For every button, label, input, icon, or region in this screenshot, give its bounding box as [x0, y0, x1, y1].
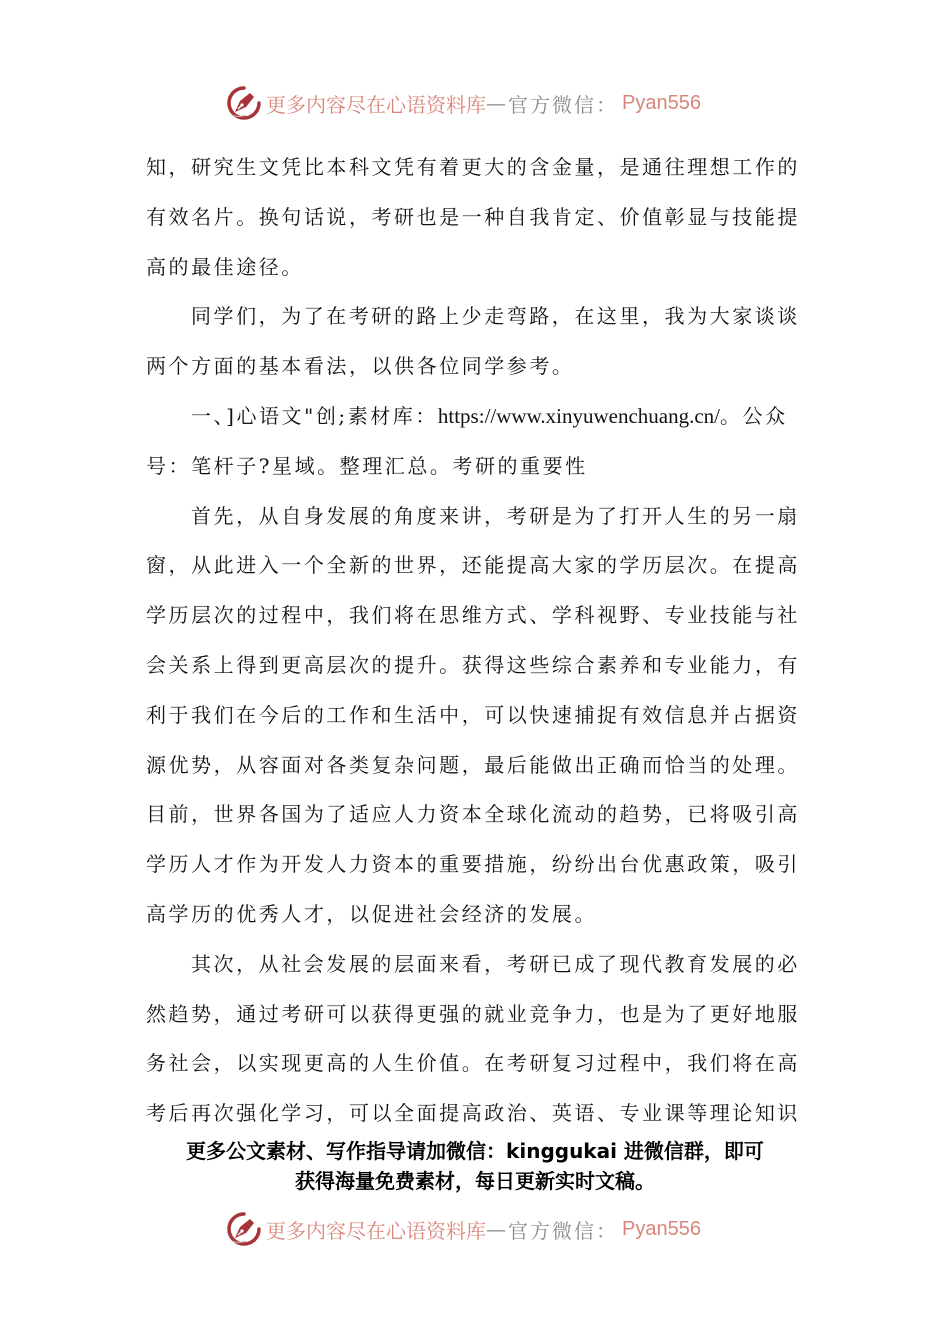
- text-segment: 一、]心语文"创;素材库：: [191, 403, 438, 428]
- text-line: 然趋势，通过考研可以获得更强的就业竞争力，也是为了更好地服: [146, 1001, 800, 1026]
- promo-line-2: 获得海量免费素材，每日更新实时文稿。: [295, 1169, 655, 1193]
- text-line-with-url: [146, 392, 808, 442]
- pen-nib-logo-icon: [226, 85, 262, 121]
- watermark-wechat-label: 官方微信：: [508, 92, 618, 117]
- promo-banner: [140, 1136, 810, 1196]
- watermark-brand-text: 更多内容尽在心语资料库: [266, 1218, 486, 1243]
- text-line: 知，研究生文凭比本科文凭有着更大的含金量，是通往理想工作的: [146, 155, 800, 179]
- watermark-wechat-id: Pyan556: [622, 1217, 701, 1240]
- watermark-separator: —: [486, 1217, 508, 1241]
- text-line: 会关系上得到更高层次的提升。获得这些综合素养和专业能力，有: [146, 652, 800, 677]
- watermark-wechat-id: Pyan556: [622, 91, 701, 114]
- text-line: 高学历的优秀人才，以促进社会经济的发展。: [146, 901, 597, 926]
- text-line: 学历层次的过程中，我们将在思维方式、学科视野、专业技能与社: [146, 603, 800, 628]
- document-body: [146, 143, 808, 1139]
- promo-line-1: 更多公文素材、写作指导请加微信：kinggukai 进微信群，即可: [186, 1139, 764, 1163]
- text-line: 目前，世界各国为了适应人力资本全球化流动的趋势，已将吸引高: [146, 802, 800, 827]
- text-line: 学历人才作为开发人力资本的重要措施，纷纷出台优惠政策，吸引: [146, 852, 800, 877]
- text-line: 有效名片。换句话说，考研也是一种自我肯定、价值彰显与技能提: [146, 204, 800, 229]
- text-line: 务社会，以实现更高的人生价值。在考研复习过程中，我们将在高: [146, 1051, 800, 1076]
- text-line: 考后再次强化学习，可以全面提高政治、英语、专业课等理论知识: [146, 1101, 800, 1126]
- watermark-brand-text: 更多内容尽在心语资料库: [266, 92, 486, 117]
- footer-watermark: [226, 1209, 701, 1249]
- website-url: https://www.xinyuwenchuang.cn/: [437, 403, 720, 428]
- text-line: 利于我们在今后的工作和生活中，可以快速捕捉有效信息并占据资: [146, 702, 800, 727]
- text-segment: 。公众: [720, 403, 788, 428]
- text-line: 两个方面的基本看法，以供各位同学参考。: [146, 354, 575, 379]
- pen-nib-logo-icon: [226, 1211, 262, 1247]
- text-line: 高的最佳途径。: [146, 254, 304, 279]
- text-line: 源优势，从容面对各类复杂问题，最后能做出正确而恰当的处理。: [146, 752, 800, 777]
- watermark-wechat-label: 官方微信：: [508, 1218, 618, 1243]
- text-line: 其次，从社会发展的层面来看，考研已成了现代教育发展的必: [191, 951, 800, 976]
- header-watermark: [226, 83, 701, 123]
- text-line: 号：笔杆子?星域。整理汇总。考研的重要性: [146, 453, 588, 478]
- watermark-separator: —: [486, 91, 508, 115]
- text-line: 窗，从此进入一个全新的世界，还能提高大家的学历层次。在提高: [146, 553, 800, 578]
- text-line: 首先，从自身发展的角度来讲，考研是为了打开人生的另一扇: [191, 503, 800, 528]
- text-line: 同学们，为了在考研的路上少走弯路，在这里，我为大家谈谈: [191, 304, 800, 329]
